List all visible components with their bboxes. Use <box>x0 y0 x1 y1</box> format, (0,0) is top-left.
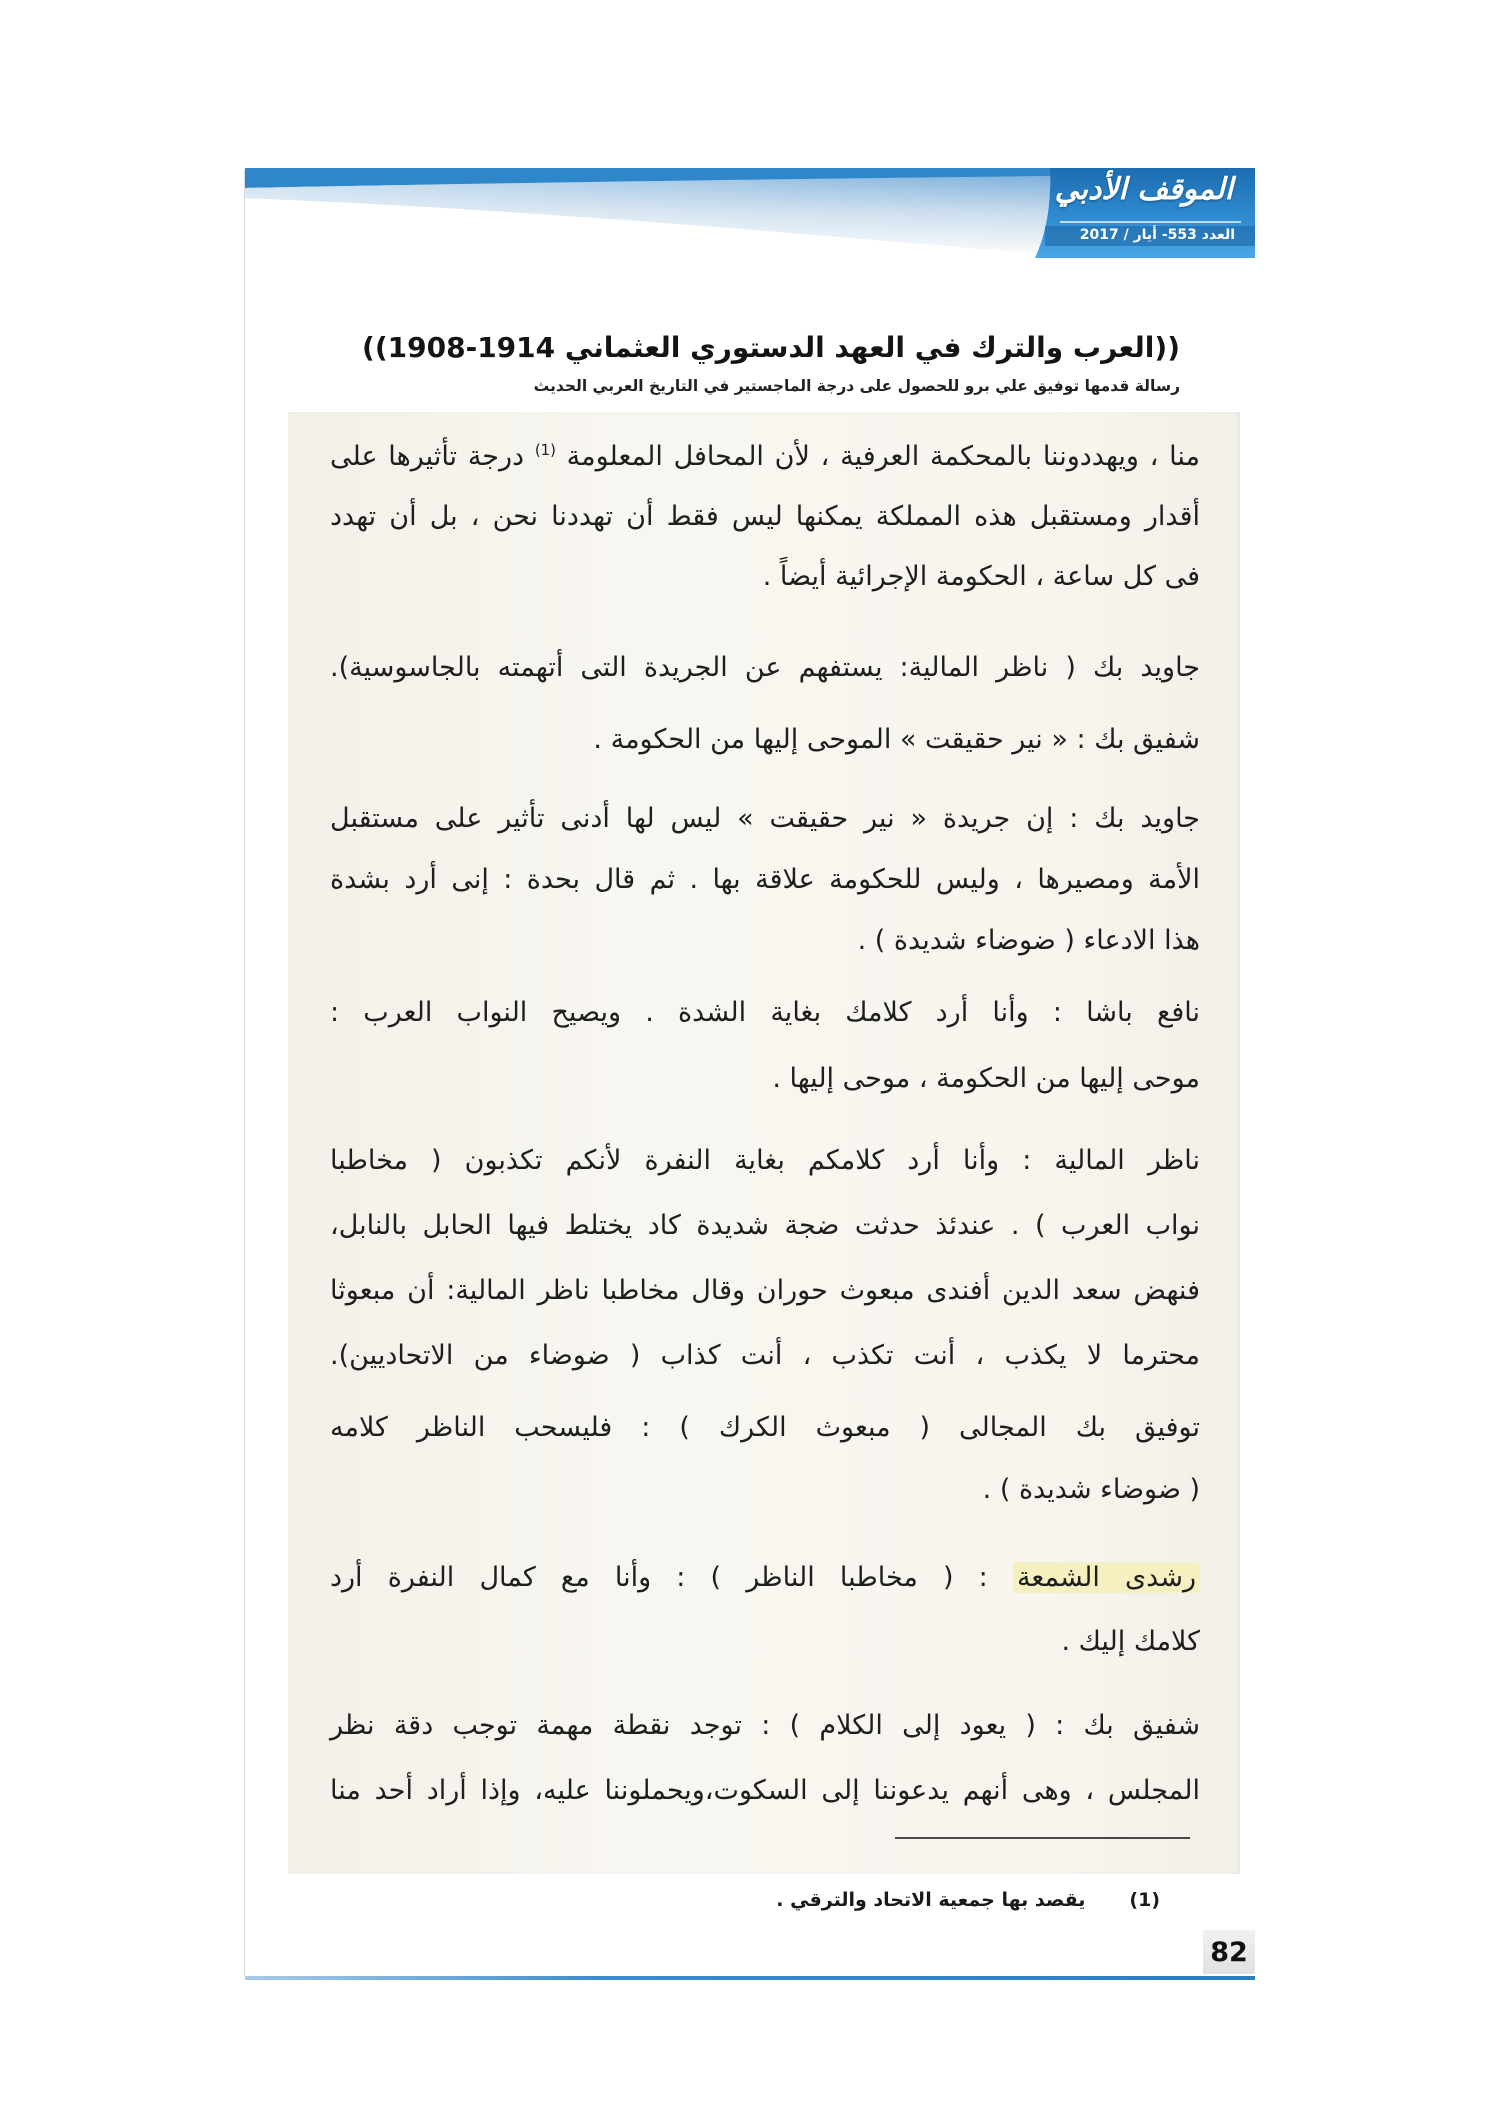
body-line: الأمة ومصيرها ، وليس للحكومة علاقة بها . ثم قال بحدة : إنى أرد بشدة <box>330 864 1200 895</box>
body-line: ناظر المالية : وأنا أرد كلامكم بغاية النفرة لأنكم تكذبون ( مخاطبا <box>330 1145 1200 1176</box>
page-number-box <box>1203 1930 1255 1974</box>
footer-rule <box>245 1976 1255 1980</box>
body-line: جاويد بك ( ناظر المالية: يستفهم عن الجريدة التى أتهمته بالجاسوسية). <box>330 652 1200 683</box>
magazine-logo: الموقف الأدبي <box>1054 172 1233 207</box>
footnote-separator <box>895 1837 1190 1839</box>
footnote-text: يقصد بها جمعية الاتحاد والترقي . <box>776 1889 1086 1911</box>
footnote-reference: (1) <box>534 441 556 459</box>
paragraph <box>330 1128 1200 1388</box>
paragraph <box>330 709 1200 771</box>
body-line: توفيق بك المجالى ( مبعوث الكرك ) : فليسحب الناظر كلامه <box>330 1412 1200 1443</box>
body-line <box>330 427 1200 487</box>
body-line: أقدار ومستقبل هذه المملكة يمكنها ليس فقط أن تهددنا نحن ، بل أن تهدد <box>330 501 1200 532</box>
body-line: شفيق بك : ( يعود إلى الكلام ) : توجد نقطة مهمة توجب دقة نظر <box>330 1710 1200 1741</box>
paragraph <box>330 1546 1200 1674</box>
body-line: جاويد بك : إن جريدة « نير حقيقت » ليس لها أدنى تأثير على مستقبل <box>330 803 1200 834</box>
body-line: ( ضوضاء شديدة ) . <box>982 1474 1200 1505</box>
body-line: نافع باشا : وأنا أرد كلامك بغاية الشدة . ويصيح النواب العرب : <box>330 997 1200 1028</box>
body-line-text: درجة تأثيرها على <box>330 441 525 472</box>
page-number: 82 <box>1210 1936 1248 1968</box>
paragraph <box>330 1397 1200 1521</box>
highlighted-speaker: رشدى الشمعة <box>1013 1562 1200 1593</box>
article-title: ((العرب والترك في العهد الدستوري العثماني 1914-1908)) <box>362 331 1180 364</box>
issue-info: العدد 553- أيار / 2017 <box>1079 227 1235 243</box>
body-line: نواب العرب ) . عندئذ حدثت ضجة شديدة كاد يختلط فيها الحابل بالنابل، <box>330 1210 1200 1241</box>
body-line: المجلس ، وهى أنهم يدعوننا إلى السكوت،ويحملوننا عليه، وإذا أراد أحد منا <box>330 1775 1200 1806</box>
body-line-text: منا ، ويهددوننا بالمحكمة العرفية ، لأن المحافل المعلومة <box>566 441 1200 472</box>
body-line-text: : ( مخاطبا الناظر ) : وأنا مع كمال النفرة أرد <box>330 1562 988 1593</box>
paragraph <box>330 788 1200 971</box>
body-line: هذا الادعاء ( ضوضاء شديدة ) . <box>857 925 1200 956</box>
article-subtitle: رسالة قدمها توفيق علي برو للحصول على درجة الماجستير في التاريخ العربي الحديث <box>533 377 1180 395</box>
body-line: شفيق بك : « نير حقيقت » الموحى إليها من الحكومة . <box>593 724 1200 755</box>
body-line: كلامك إليك . <box>1061 1626 1200 1657</box>
paragraph <box>330 427 1200 607</box>
paragraph <box>330 1693 1200 1823</box>
footnote-marker: (1) <box>1129 1889 1160 1911</box>
body-line: فى كل ساعة ، الحكومة الإجرائية أيضاً . <box>762 561 1200 592</box>
body-line: فنهض سعد الدين أفندى مبعوث حوران وقال مخاطبا ناظر المالية: أن مبعوثا <box>330 1275 1200 1306</box>
paragraph <box>330 980 1200 1112</box>
body-line <box>330 1546 1200 1610</box>
paragraph <box>330 637 1200 699</box>
body-line: محترما لا يكذب ، أنت تكذب ، أنت كذاب ( ضوضاء من الاتحاديين). <box>330 1340 1200 1371</box>
footnote <box>776 1889 1160 1911</box>
body-line: موحى إليها من الحكومة ، موحى إليها . <box>772 1063 1200 1094</box>
